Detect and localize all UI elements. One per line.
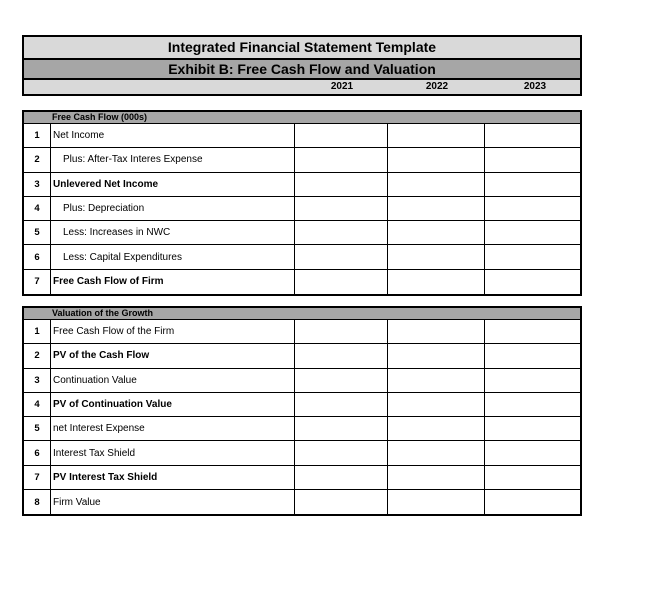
value-cell-2021[interactable] xyxy=(294,270,387,294)
value-cell-2021[interactable] xyxy=(294,173,387,196)
row-label: Interest Tax Shield xyxy=(50,441,294,464)
value-cell-2023[interactable] xyxy=(484,393,580,416)
value-cell-2023[interactable] xyxy=(484,148,580,171)
table-row xyxy=(24,221,580,245)
row-label: Less: Capital Expenditures xyxy=(50,245,294,268)
value-cell-2022[interactable] xyxy=(387,320,484,343)
row-label: PV of Continuation Value xyxy=(50,393,294,416)
value-cell-2023[interactable] xyxy=(484,320,580,343)
value-cell-2022[interactable] xyxy=(387,369,484,392)
row-number: 6 xyxy=(34,447,40,459)
table-row xyxy=(24,245,580,269)
table-row xyxy=(24,344,580,368)
value-cell-2022[interactable] xyxy=(387,270,484,294)
table-row xyxy=(24,369,580,393)
row-label: Free Cash Flow of the Firm xyxy=(50,320,294,343)
table-row xyxy=(24,197,580,221)
value-cell-2022[interactable] xyxy=(387,417,484,440)
free-cash-flow-table xyxy=(22,110,582,296)
row-number: 8 xyxy=(34,496,40,508)
row-label: Unlevered Net Income xyxy=(50,173,294,196)
exhibit-subtitle: Exhibit B: Free Cash Flow and Valuation xyxy=(22,58,582,78)
value-cell-2023[interactable] xyxy=(484,221,580,244)
row-number: 2 xyxy=(34,154,40,166)
row-number: 7 xyxy=(34,276,40,288)
value-cell-2021[interactable] xyxy=(294,148,387,171)
value-cell-2022[interactable] xyxy=(387,393,484,416)
template-title: Integrated Financial Statement Template xyxy=(22,35,582,58)
table-row xyxy=(24,148,580,172)
value-cell-2021[interactable] xyxy=(294,245,387,268)
value-cell-2023[interactable] xyxy=(484,490,580,514)
row-number: 3 xyxy=(34,178,40,190)
row-number: 4 xyxy=(34,203,40,215)
row-label: Net Income xyxy=(50,124,294,147)
value-cell-2021[interactable] xyxy=(294,441,387,464)
value-cell-2022[interactable] xyxy=(387,221,484,244)
value-cell-2023[interactable] xyxy=(484,369,580,392)
table-row xyxy=(24,270,580,294)
value-cell-2023[interactable] xyxy=(484,197,580,220)
value-cell-2021[interactable] xyxy=(294,490,387,514)
value-cell-2022[interactable] xyxy=(387,466,484,489)
table-row xyxy=(24,417,580,441)
valuation-section-heading: Valuation of the Growth xyxy=(24,308,580,320)
row-number: 5 xyxy=(34,423,40,435)
row-label: net Interest Expense xyxy=(50,417,294,440)
value-cell-2023[interactable] xyxy=(484,270,580,294)
table-row xyxy=(24,393,580,417)
value-cell-2023[interactable] xyxy=(484,441,580,464)
value-cell-2023[interactable] xyxy=(484,344,580,367)
row-number: 7 xyxy=(34,471,40,483)
row-number: 3 xyxy=(34,374,40,386)
table-row xyxy=(24,466,580,490)
fcf-section-heading: Free Cash Flow (000s) xyxy=(24,112,580,124)
table-row xyxy=(24,441,580,465)
value-cell-2023[interactable] xyxy=(484,173,580,196)
value-cell-2022[interactable] xyxy=(387,245,484,268)
row-label: Continuation Value xyxy=(50,369,294,392)
row-label: PV Interest Tax Shield xyxy=(50,466,294,489)
row-number: 1 xyxy=(34,326,40,338)
value-cell-2021[interactable] xyxy=(294,344,387,367)
value-cell-2021[interactable] xyxy=(294,221,387,244)
value-cell-2021[interactable] xyxy=(294,369,387,392)
value-cell-2022[interactable] xyxy=(387,148,484,171)
value-cell-2023[interactable] xyxy=(484,466,580,489)
row-label: Plus: Depreciation xyxy=(50,197,294,220)
value-cell-2021[interactable] xyxy=(294,197,387,220)
value-cell-2021[interactable] xyxy=(294,320,387,343)
value-cell-2023[interactable] xyxy=(484,417,580,440)
row-number: 4 xyxy=(34,399,40,411)
table-row xyxy=(24,490,580,514)
year-2021: 2021 xyxy=(330,81,354,92)
table-row xyxy=(24,320,580,344)
row-number: 2 xyxy=(34,350,40,362)
year-2023: 2023 xyxy=(523,81,547,92)
value-cell-2021[interactable] xyxy=(294,124,387,147)
row-number: 5 xyxy=(34,227,40,239)
value-cell-2022[interactable] xyxy=(387,344,484,367)
value-cell-2021[interactable] xyxy=(294,466,387,489)
row-label: PV of the Cash Flow xyxy=(50,344,294,367)
row-label: Free Cash Flow of Firm xyxy=(50,270,294,294)
value-cell-2022[interactable] xyxy=(387,490,484,514)
value-cell-2022[interactable] xyxy=(387,441,484,464)
value-cell-2021[interactable] xyxy=(294,393,387,416)
row-label: Less: Increases in NWC xyxy=(50,221,294,244)
row-number: 1 xyxy=(34,130,40,142)
table-row xyxy=(24,124,580,148)
value-cell-2023[interactable] xyxy=(484,245,580,268)
year-2022: 2022 xyxy=(425,81,449,92)
value-cell-2022[interactable] xyxy=(387,197,484,220)
value-cell-2022[interactable] xyxy=(387,124,484,147)
row-label: Plus: After-Tax Interes Expense xyxy=(50,148,294,171)
row-number: 6 xyxy=(34,251,40,263)
value-cell-2022[interactable] xyxy=(387,173,484,196)
valuation-table xyxy=(22,306,582,516)
value-cell-2021[interactable] xyxy=(294,417,387,440)
row-label: Firm Value xyxy=(50,490,294,514)
table-row xyxy=(24,173,580,197)
statement-header xyxy=(22,35,582,96)
year-header-row xyxy=(22,78,582,96)
value-cell-2023[interactable] xyxy=(484,124,580,147)
